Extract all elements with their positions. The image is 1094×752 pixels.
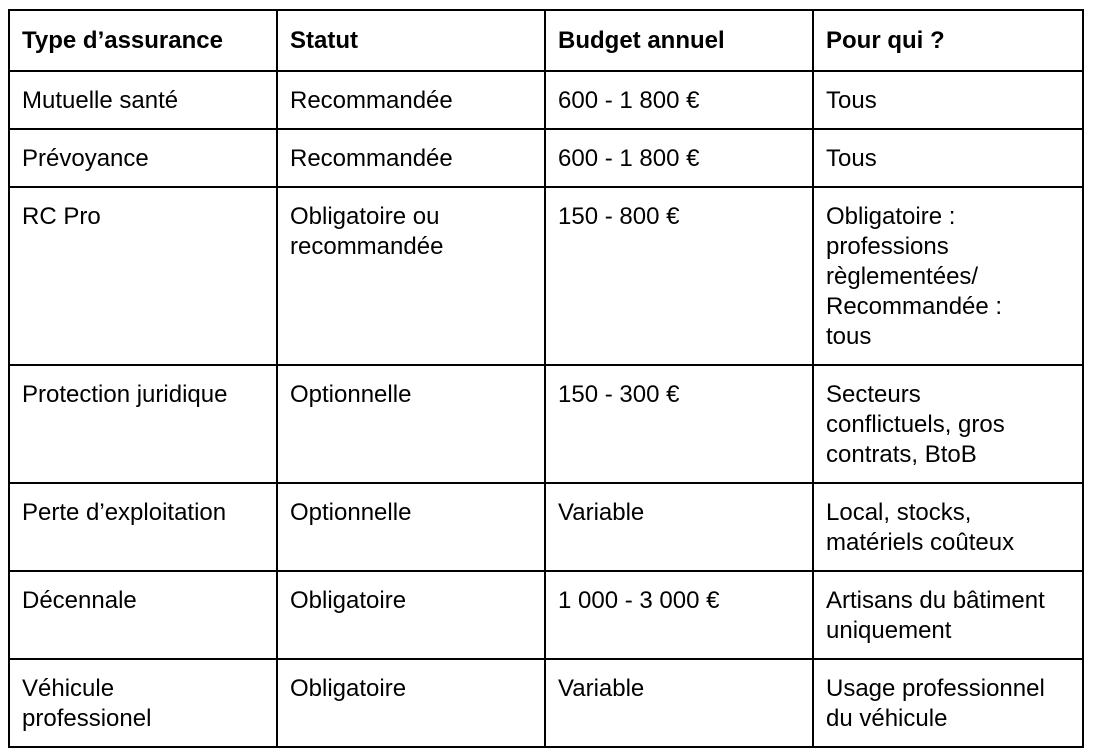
cell-pour-qui: Local, stocks, matériels coûteux bbox=[813, 483, 1083, 571]
cell-pour-qui: Secteurs conflictuels, gros contrats, BtoB bbox=[813, 365, 1083, 483]
cell-budget: 150 - 800 € bbox=[545, 187, 813, 365]
cell-type: Perte d’exploitation bbox=[9, 483, 277, 571]
table-row bbox=[9, 71, 1083, 129]
cell-statut: Obligatoire bbox=[277, 659, 545, 747]
cell-type: Véhicule professionel bbox=[9, 659, 277, 747]
cell-statut: Obligatoire ou recommandée bbox=[277, 187, 545, 365]
cell-pour-qui: Tous bbox=[813, 129, 1083, 187]
header-pour-qui: Pour qui ? bbox=[813, 10, 1083, 71]
cell-budget: Variable bbox=[545, 659, 813, 747]
header-statut: Statut bbox=[277, 10, 545, 71]
cell-statut: Obligatoire bbox=[277, 571, 545, 659]
cell-pour-qui: Artisans du bâtiment uniquement bbox=[813, 571, 1083, 659]
insurance-table bbox=[8, 9, 1084, 748]
cell-pour-qui: Usage professionnel du véhicule bbox=[813, 659, 1083, 747]
cell-statut: Recommandée bbox=[277, 129, 545, 187]
cell-statut: Optionnelle bbox=[277, 483, 545, 571]
table-row bbox=[9, 187, 1083, 365]
cell-budget: 150 - 300 € bbox=[545, 365, 813, 483]
table-header-row bbox=[9, 10, 1083, 71]
table-row bbox=[9, 483, 1083, 571]
cell-statut: Recommandée bbox=[277, 71, 545, 129]
cell-type: Prévoyance bbox=[9, 129, 277, 187]
cell-budget: Variable bbox=[545, 483, 813, 571]
cell-budget: 600 - 1 800 € bbox=[545, 71, 813, 129]
header-budget-annuel: Budget annuel bbox=[545, 10, 813, 71]
table-row bbox=[9, 571, 1083, 659]
table-row bbox=[9, 365, 1083, 483]
table-row bbox=[9, 659, 1083, 747]
cell-type: Mutuelle santé bbox=[9, 71, 277, 129]
cell-pour-qui: Tous bbox=[813, 71, 1083, 129]
cell-type: Décennale bbox=[9, 571, 277, 659]
cell-statut: Optionnelle bbox=[277, 365, 545, 483]
cell-type: RC Pro bbox=[9, 187, 277, 365]
cell-pour-qui: Obligatoire : professions règlementées/ Recommandée : tous bbox=[813, 187, 1083, 365]
cell-type: Protection juridique bbox=[9, 365, 277, 483]
table-row bbox=[9, 129, 1083, 187]
header-type-assurance: Type d’assurance bbox=[9, 10, 277, 71]
cell-budget: 600 - 1 800 € bbox=[545, 129, 813, 187]
cell-budget: 1 000 - 3 000 € bbox=[545, 571, 813, 659]
